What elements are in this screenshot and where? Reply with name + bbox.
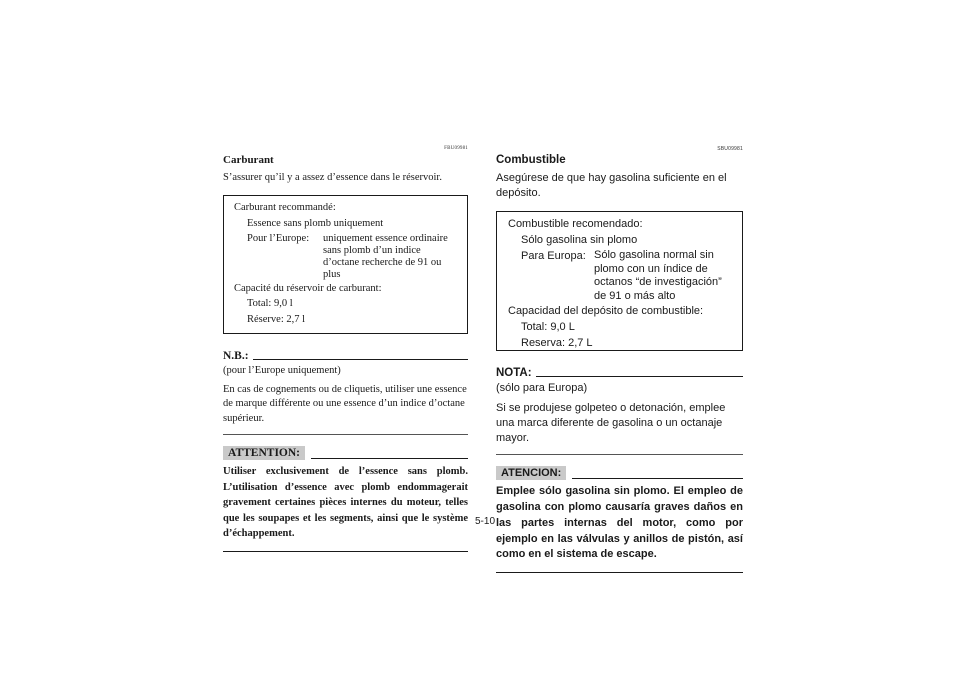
spec-europe-row [234, 231, 457, 280]
page-number: 5-10 [474, 516, 495, 527]
intro-text: Asegúrese de que hay gasolina suficiente en el depósito. [496, 172, 727, 200]
note-text: En cas de cognements ou de cliquetis, utiliser une essence de marque différente ou une essence d’un indice d’octane supérieur. [223, 383, 467, 424]
warning-rule [572, 478, 743, 479]
spec-title: Carburant recommandé: [234, 202, 336, 214]
warning-badge: ATTENTION: [223, 446, 305, 460]
spec-europe-value: Sólo gasolina normal sin plomo con un índice de octanos “de investigación” de 91 o más alto [594, 249, 722, 302]
warning-header [223, 446, 468, 460]
note-subtitle: (sólo para Europa) [496, 382, 588, 395]
section-code: SBU09981 [717, 146, 743, 152]
spec-europe-row [508, 248, 731, 303]
spec-line: Essence sans plomb uniquement [247, 217, 384, 229]
fuel-spec-box [223, 195, 468, 334]
capacity-reserve: Reserva: 2,7 L [521, 337, 593, 350]
note-end-rule [223, 434, 468, 435]
note-subtitle: (pour l’Europe uniquement) [223, 365, 341, 377]
section-heading: Carburant [223, 154, 274, 166]
capacity-title: Capacité du réservoir de carburant: [234, 282, 382, 294]
capacity-total: Total: 9,0 L [521, 321, 575, 334]
intro-text: S’assurer qu’il y a assez d’essence dans le réservoir. [223, 172, 442, 183]
warning-end-rule [496, 572, 743, 573]
section-heading: Combustible [496, 154, 566, 166]
spec-europe-value: uniquement essence ordinaire sans plomb d’un indice d’octane recherche de 91 ou plus [323, 233, 448, 280]
note-header [223, 350, 468, 362]
warning-text: Emplee sólo gasolina sin plomo. El empleo de gasolina con plomo causaría graves daños en las partes internas del motor, como por ejemplo en las válvulas y anillos de pistón, así como en el sistema de escape. [496, 485, 743, 561]
warning-badge: ATENCION: [496, 466, 566, 480]
warning-rule [311, 458, 468, 459]
spec-line: Sólo gasolina sin plomo [521, 234, 638, 247]
warning-end-rule [223, 551, 468, 552]
note-end-rule [496, 454, 743, 455]
warning-header [496, 466, 743, 480]
note-text: Si se produjese golpeteo o detonación, emplee una marca diferente de gasolina o un octanaje mayor. [496, 401, 726, 445]
fuel-spec-box [496, 211, 743, 351]
note-label: NOTA: [496, 367, 532, 380]
note-header [496, 367, 743, 379]
warning-text: Utiliser exclusivement de l’essence sans plomb. L’utilisation d’essence avec plomb endommagerait gravement certaines pièces internes du moteur, telles que les soupapes et les segments, ainsi que le système d’échappement. [223, 466, 468, 540]
section-code: FBU09981 [444, 146, 468, 151]
french-column [223, 146, 468, 552]
spec-europe-label: Pour l’Europe: [247, 233, 310, 245]
capacity-reserve: Réserve: 2,7 l [247, 313, 306, 325]
capacity-total: Total: 9,0 l [247, 298, 293, 310]
note-rule [536, 376, 743, 377]
capacity-title: Capacidad del depósito de combustible: [508, 305, 704, 318]
note-rule [253, 359, 468, 360]
spec-title: Combustible recomendado: [508, 218, 643, 231]
spec-europe-label: Para Europa: [521, 250, 586, 263]
note-label: N.B.: [223, 350, 249, 363]
spanish-column [496, 146, 743, 573]
